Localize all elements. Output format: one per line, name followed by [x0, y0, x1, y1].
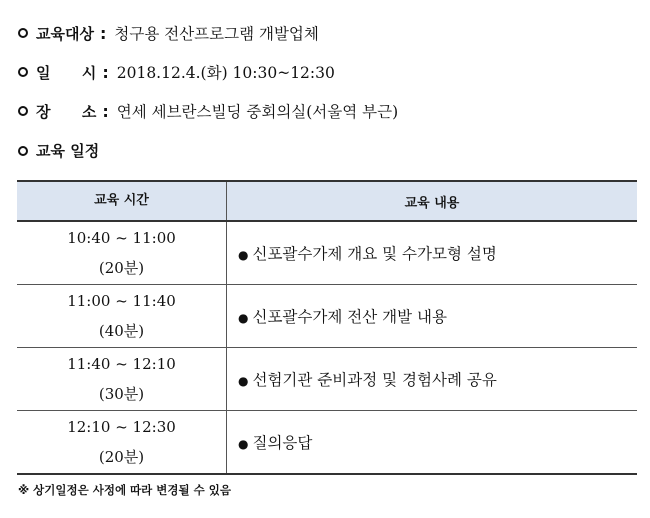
- table-row: [17, 348, 637, 411]
- duration: (40분): [98, 322, 145, 340]
- content-cell: [227, 221, 638, 285]
- table-row: [17, 221, 637, 285]
- content-cell: [227, 411, 638, 475]
- duration: (30분): [98, 385, 145, 403]
- info-target: 교육대상 : 청구용 전산프로그램 개발업체: [18, 22, 319, 44]
- table-row: [17, 411, 637, 475]
- duration: (20분): [98, 448, 145, 466]
- duration: (20분): [98, 259, 145, 277]
- circle-bullet-icon: [18, 146, 28, 156]
- time-cell: [17, 285, 227, 348]
- header-content: 교육 내용: [227, 181, 638, 221]
- bullet-dot-icon: ●: [238, 248, 249, 262]
- info-label: 교육대상: [36, 24, 94, 43]
- info-label: 장 소: [36, 102, 97, 121]
- schedule-heading-text: 교육 일정: [36, 142, 100, 160]
- schedule-table: [17, 180, 637, 475]
- table-row: [17, 285, 637, 348]
- footnote: ※ 상기일정은 사정에 따라 변경될 수 있음: [18, 483, 231, 497]
- info-location: 장 소 : 연세 세브란스빌딩 중회의실(서울역 부근): [18, 100, 398, 122]
- content-text: 질의응답: [252, 434, 313, 452]
- circle-bullet-icon: [18, 67, 28, 77]
- content-text: 신포괄수가제 개요 및 수가모형 설명: [252, 245, 497, 263]
- bullet-dot-icon: ●: [238, 437, 249, 451]
- time-cell: [17, 411, 227, 475]
- info-value: 2018.12.4.(화) 10:30~12:30: [116, 64, 335, 82]
- content-text: 선험기관 준비과정 및 경험사례 공유: [252, 371, 497, 389]
- circle-bullet-icon: [18, 28, 28, 38]
- time-cell: [17, 348, 227, 411]
- info-value: 연세 세브란스빌딩 중회의실(서울역 부근): [116, 103, 399, 121]
- content-cell: [227, 285, 638, 348]
- schedule-heading: [18, 140, 99, 161]
- time-range: 10:40 ~ 11:00: [67, 229, 176, 247]
- header-time: 교육 시간: [17, 181, 227, 221]
- time-range: 11:40 ~ 12:10: [67, 355, 176, 373]
- info-value: 청구용 전산프로그램 개발업체: [114, 25, 319, 43]
- bullet-dot-icon: ●: [238, 374, 249, 388]
- content-text: 신포괄수가제 전산 개발 내용: [252, 308, 447, 326]
- table-header-row: [17, 181, 637, 221]
- time-range: 11:00 ~ 11:40: [67, 292, 176, 310]
- content-cell: [227, 348, 638, 411]
- time-range: 12:10 ~ 12:30: [67, 418, 176, 436]
- time-cell: [17, 221, 227, 285]
- info-datetime: 일 시 : 2018.12.4.(화) 10:30~12:30: [18, 61, 335, 83]
- bullet-dot-icon: ●: [238, 311, 249, 325]
- circle-bullet-icon: [18, 106, 28, 116]
- info-label: 일 시: [36, 63, 97, 82]
